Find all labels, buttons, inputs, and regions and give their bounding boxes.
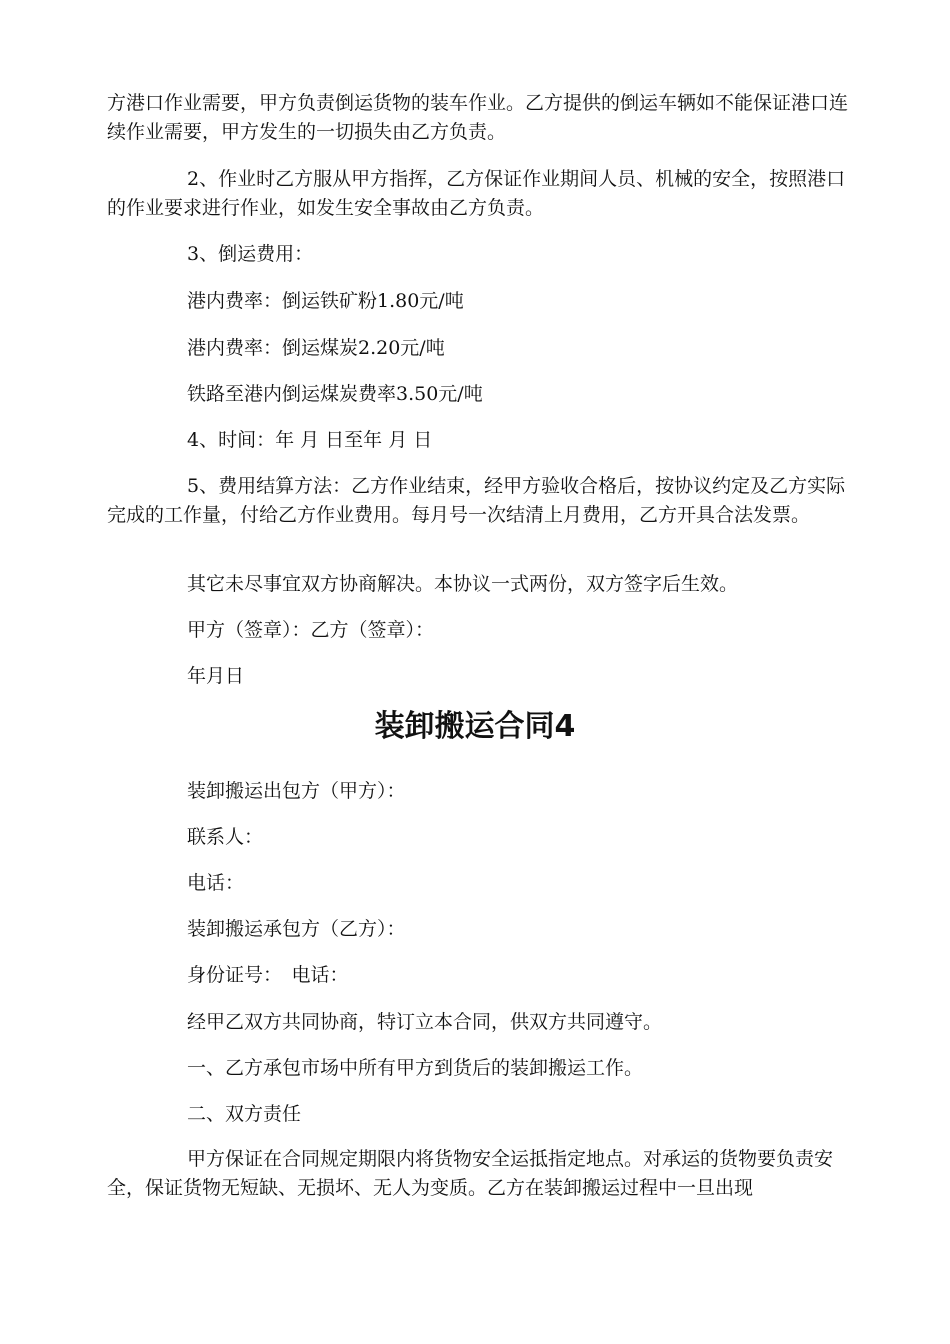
paragraph-rate-railway-coal: 铁路至港内倒运煤炭费率3.50元/吨 <box>187 383 483 405</box>
paragraph-clause-2: 2、作业时乙方服从甲方指挥，乙方保证作业期间人员、机械的安全，按照港口的作业要求进行作业，如发生安全事故由乙方负责。 <box>107 168 846 219</box>
paragraph-phone: 电话： <box>187 872 245 894</box>
paragraph-clause-5: 5、费用结算方法：乙方作业结束，经甲方验收合格后，按协议约定及乙方实际完成的工作量，付给乙方作业费用。每月号一次结清上月费用，乙方开具合法发票。 <box>107 475 846 526</box>
paragraph-other-matters: 其它未尽事宜双方协商解决。本协议一式两份，双方签字后生效。 <box>187 573 739 595</box>
paragraph-party-a: 装卸搬运出包方（甲方）： <box>187 780 406 802</box>
paragraph-date: 年月日 <box>187 665 245 687</box>
paragraph-party-a-duty: 甲方保证在合同规定期限内将货物安全运抵指定地点。对承运的货物要负责安全，保证货物无短缺、无损坏、无人为变质。乙方在装卸搬运过程中一旦出现 <box>107 1148 834 1199</box>
paragraph-agreement: 经甲乙双方共同协商，特订立本合同，供双方共同遵守。 <box>187 1011 663 1033</box>
paragraph-contact: 联系人： <box>187 826 264 848</box>
paragraph-rate-iron-ore: 港内费率：倒运铁矿粉1.80元/吨 <box>187 290 464 312</box>
paragraph-party-b: 装卸搬运承包方（乙方）： <box>187 918 406 940</box>
paragraph-clause-3: 3、倒运费用： <box>187 243 314 265</box>
paragraph-signatures: 甲方（签章）：乙方（签章）： <box>187 619 435 641</box>
paragraph-clause-4: 4、时间：年 月 日至年 月 日 <box>187 429 433 451</box>
paragraph-section-two: 二、双方责任 <box>187 1103 302 1125</box>
paragraph-id-phone: 身份证号： 电话： <box>187 964 349 986</box>
section-title: 装卸搬运合同4 <box>374 709 576 744</box>
paragraph-continuation: 方港口作业需要，甲方负责倒运货物的装车作业。乙方提供的倒运车辆如不能保证港口连续作业需要，甲方发生的一切损失由乙方负责。 <box>107 92 849 143</box>
paragraph-section-one: 一、乙方承包市场中所有甲方到货后的装卸搬运工作。 <box>187 1057 644 1079</box>
paragraph-rate-coal: 港内费率：倒运煤炭2.20元/吨 <box>187 337 445 359</box>
